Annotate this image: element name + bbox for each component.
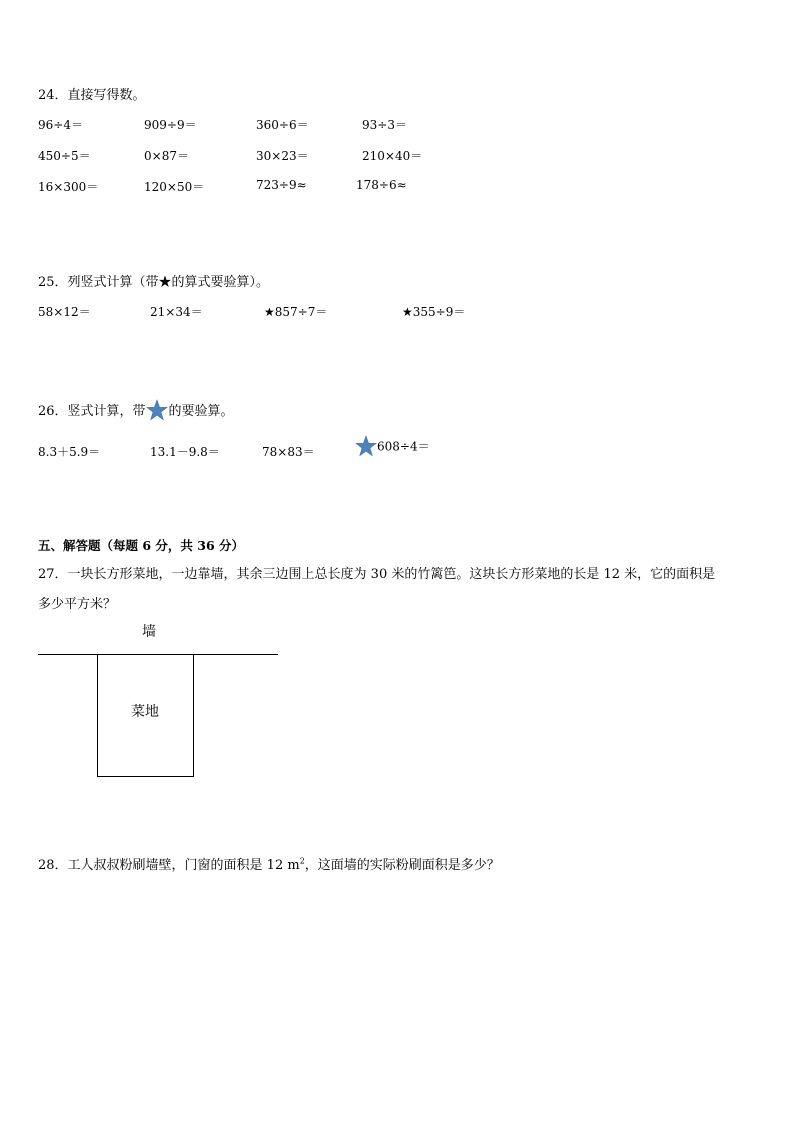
wall-label: 墙: [142, 624, 156, 640]
q26-item-1: 8.3＋5.9＝: [38, 445, 101, 459]
q26-title-before: 26．竖式计算，带: [38, 404, 146, 419]
q25-item-1: 58×12＝: [38, 305, 91, 319]
q26-title-after: 的要验算。: [168, 404, 234, 419]
q24-r2c1: 450÷5＝: [38, 149, 91, 163]
q25-item-2: 21×34＝: [150, 305, 203, 319]
q24-r2c4: 210×40＝: [362, 149, 423, 163]
q24-r3c2: 120×50＝: [144, 180, 205, 194]
q24-r3c1: 16×300＝: [38, 180, 99, 194]
q24-r3c4: 178÷6≈: [356, 178, 407, 192]
q28-text-after: ，这面墙的实际粉刷面积是多少？: [304, 858, 500, 873]
q24-r2c2: 0×87＝: [144, 149, 189, 163]
q24-r3c3: 723÷9≈: [256, 178, 307, 192]
q27-line1: 27．一块长方形菜地，一边靠墙，其余三边围上总长度为 30 米的竹篱笆。这块长方形菜地的长是 12 米，它的面积是: [38, 567, 716, 582]
q28-sup: 2: [299, 856, 305, 866]
q24-title: 24．直接写得数。: [38, 88, 146, 103]
section5-title: 五、解答题（每题 6 分，共 36 分）: [38, 538, 245, 553]
q28-text-before: 28．工人叔叔粉刷墙壁，门窗的面积是 12 m: [38, 858, 300, 873]
q28-text: [38, 854, 500, 873]
q25-title: 25．列竖式计算（带★的算式要验算）。: [38, 275, 270, 290]
q26-item-4: [355, 437, 430, 457]
q24-r1c3: 360÷6＝: [256, 118, 309, 132]
q24-r1c4: 93÷3＝: [362, 118, 407, 132]
q26-item-4-text: 608÷4＝: [377, 439, 430, 454]
q24-r1c2: 909÷9＝: [144, 118, 197, 132]
q25-item-4: ★355÷9＝: [402, 305, 466, 319]
q26-title: [38, 400, 234, 421]
q26-item-2: 13.1－9.8＝: [150, 445, 220, 459]
q25-item-3: ★857÷7＝: [264, 305, 328, 319]
q24-r2c3: 30×23＝: [256, 149, 309, 163]
field-label: 菜地: [131, 704, 159, 720]
q26-item-3: 78×83＝: [262, 445, 315, 459]
blue-star-icon: [355, 435, 377, 457]
q24-r1c1: 96÷4＝: [38, 118, 83, 132]
q27-line2: 多少平方米？: [38, 597, 117, 612]
blue-star-icon: [146, 399, 168, 421]
